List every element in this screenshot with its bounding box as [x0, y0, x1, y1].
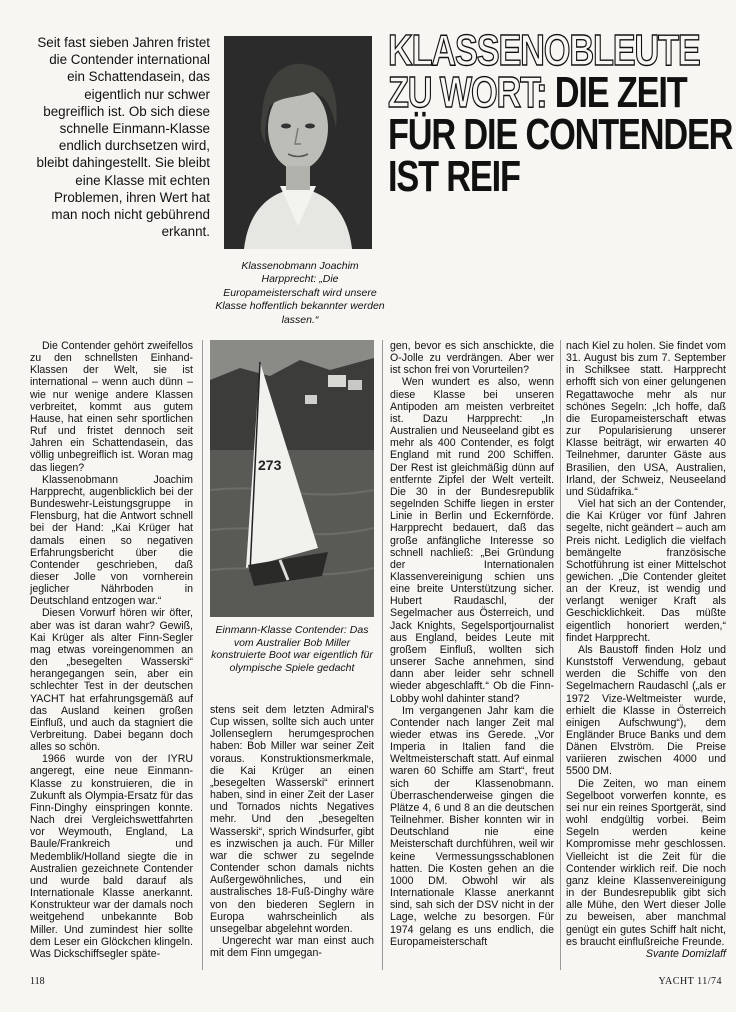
headline — [388, 26, 733, 201]
boat-photo-caption: Einmann-Klasse Contender: Das vom Australier Bob Miller konstruierte Boot war eigentlich für olympische Spiele gedacht — [211, 624, 373, 674]
column-1 — [30, 340, 193, 960]
boat-photo — [210, 340, 374, 617]
paragraph: Die Zeiten, wo man einem Segelboot vorwerfen konnte, es sei nur ein reines Sportgerät, sind wohl endgültig vorbei. Beim Segeln werden keine Kompromisse mehr geschlossen. Vielleicht ist die Zeit für die Contender wirklich reif. Die noch ganz kleine Klassenvereinigung in der Bundesrepublik gibt sich alle Mühe, den Wert dieser Jolle zu beweisen, aber manchmal genügt ein gutes Schiff halt nicht, es braucht einflußreiche Freunde. — [566, 777, 726, 948]
headline-line-4: IST REIF — [388, 152, 520, 201]
portrait-photo — [224, 36, 372, 249]
column-4 — [566, 340, 726, 960]
headline-line-1: KLASSENOBLEUTE — [388, 26, 700, 75]
paragraph: Diesen Vorwurf hören wir öfter, aber was ist daran wahr? Gewiß, Kai Krüger als alter Finn-Segler mag etwas voreingenommen an den „besegelten Wasserski“ herangegangen sein, aber ein schlechter Test in der deutschen YACHT hat erfahrungsgemäß auf das Ausland keinen großen Einfluß, und auch da stagniert die Verbreitung. Dabei begann doch alles so schön. — [30, 607, 193, 754]
headline-line-2-solid: DIE ZEIT — [546, 68, 687, 117]
article-body — [30, 340, 726, 980]
paragraph: Klassenobmann Joachim Harpprecht, augenblicklich bei der Bundeswehr-Leistungsgruppe in Flensburg, hat die Antwort schnell bei der Hand: „Kai Krüger hat damals einen so negativen Erfahrungsbericht über die Contender geschrieben, daß dieser Jolle von vornherein jeglicher Nährboden in Deutschland entzogen war.“ — [30, 473, 193, 608]
column-2 — [210, 704, 374, 959]
headline-line-2 — [388, 68, 687, 117]
sail-number: 273 — [258, 457, 282, 473]
paragraph: nach Kiel zu holen. Sie findet vom 31. August bis zum 7. September in Schilksee statt. Harpprecht erhofft sich von einer gelungenen Regattawoche mehr als nur schönes Segeln: „Ich hoffe, daß die Europameisterschaft etwas zur Popularisierung unserer Klasse beiträgt, wir erwarten 40 Teilnehmer, darunter Gäste aus Brasilien, den USA, Australien, Irland, der Schweiz, Neuseeland und Südafrika.“ — [566, 340, 726, 498]
paragraph: Wen wundert es also, wenn diese Klasse bei unseren Antipoden am meisten verbreitet ist. Dazu Harpprecht: „In Australien und Neuseeland gibt es mehr als 400 Contender, es folgt England mit rund 200 Schiffen. Der Rest ist gleichmäßig dünn auf entfernte Zipfel der Welt verteilt. Die 30 in der Bundesrepublik segelnden Schiffe liegen in erster Linie in Berlin und Eckernförde. Harpprecht bedauert, daß das große anfängliche Interesse so schnell nachließ: „Bei Gründung der Internationalen Klassenvereinigung schien uns eine breite Unterstützung sicher. Hubert Raudaschl, der Segelmacher aus Österreich, und Jack Knights, Segelsportjournalist aus England, beides Leute mit großem Einfluß, wollten sich unserer Sache annehmen, sind dann aber leider sehr schnell wieder abgeschlafft.“ Ob die Finn-Lobby wohl dahinter stand? — [390, 376, 554, 705]
page-number: 118 — [30, 976, 45, 987]
paragraph: Die Contender gehört zweifellos zu den schnellsten Einhand-Klassen der Welt, sie ist international – wenn auch dünn – wie nur wenige andere Klassen verbreitet, kommt aus gutem Hause, hat einen sehr sportlichen Ruf und fristet dennoch seit Jahren ein Schattendasein, das völlig unbegreiflich ist. Woran mag das liegen? — [30, 340, 193, 474]
paragraph: Viel hat sich an der Contender, die Kai Krüger vor fünf Jahren segelte, nicht geändert – auch am Preis nicht. Lediglich die vielfach bemängelte französische Schotführung ist einer Mittelschot gewichen. „Die Contender gleitet an der Kreuz, ist wendig und verlangt weniger Kraft als Geschicklichkeit. Das müßte eigentlich honoriert werden,“ findet Harpprecht. — [566, 498, 726, 644]
magazine-issue: YACHT 11/74 — [658, 976, 722, 987]
paragraph: stens seit dem letzten Admiral's Cup wissen, sollte sich auch unter Jollenseglern herumgesprochen haben: Bob Miller war seiner Zeit voraus. Konstruktionsmerkmale, die Kai Krüger an einen „besegelten Wasserski“ erinnert haben, sind in einer Zeit der Laser und Tornados nichts Negatives mehr. Und den „besegelten Wasserski“, sprich Windsurfer, gibt es inzwischen ja auch. Für Miller war die schwer zu segelnde Contender schon damals nichts Außergewöhnliches, und ein australisches 18-Fuß-Dinghy wäre von den biederen Seglern in Europa wahrscheinlich als unsegelbar abgelehnt worden. — [210, 704, 374, 935]
paragraph: gen, bevor es sich anschickte, die O-Jolle zu verdrängen. Aber wer ist schon frei von Vorurteilen? — [390, 340, 554, 377]
paragraph: Als Baustoff finden Holz und Kunststoff Verwendung, gebaut werden die Schiffe von den Segelmachern Raudaschl („als er 1972 Vize-Weltmeister wurde, erhielt die Klasse in Österreich einigen Aufschwung“), dem Engländer Bruce Banks und dem Dänen Elvström. Die Preise variieren zwischen 4000 und 5500 DM. — [566, 643, 726, 778]
column-divider — [202, 340, 203, 970]
portrait-caption: Klassenobmann Joachim Harpprecht: „Die Europameisterschaft wird unsere Klasse hoffentlich bekannter werden lassen.“ — [215, 260, 385, 326]
intro-paragraph: Seit fast sieben Jahren fristet die Contender international ein Schattendasein, das eigentlich nur schwer begreiflich ist. Ob sich diese schnelle Einmann-Klasse endlich durchsetzen wird, bleibt dahingestellt. Sie bleibt eine Klasse mit echten Problemen, ihren Wert hat man noch nicht gebührend erkannt. — [36, 35, 210, 240]
paragraph: Ungerecht war man einst auch mit dem Finn umgegan- — [210, 934, 374, 960]
column-divider — [382, 340, 383, 970]
headline-line-3: FÜR DIE CONTENDER — [388, 110, 733, 159]
author-byline: Svante Domizlaff — [645, 947, 726, 960]
paragraph: Im vergangenen Jahr kam die Contender nach langer Zeit mal wieder etwas ins Gerede. „Vor Imperia in Italien fand die Weltmeisterschaft statt. Auf einmal waren 60 Schiffe am Start“, freut sich der Klassenobmann. Überraschenderweise gingen die Plätze 4, 6 und 8 an die deutschen Teilnehmer. Bisher konnten wir in Deutschland nie eine Meisterschaft durchführen, weil wir keine Vermessungsschablonen hatten. Die Kosten gehen an die 1000 DM. Obwohl wir als Internationale Klasse anerkannt sind, sah sich der DSV nicht in der Lage, welche zu besorgen. Für 1974 gelang es uns endlich, die Europameisterschaft — [390, 704, 554, 948]
paragraph: 1966 wurde von der IYRU angeregt, eine neue Einmann-Klasse zu konstruieren, die in Zukunft als Olympia-Ersatz für das Finn-Dinghy einspringen konnte. Nach drei Vergleichswettfahrten vor Weymouth, England, La Baule/Frankreich und Medemblik/Holland siegte die in Australien gezeichnete Contender und wurde bald darauf als Internationale Klasse anerkannt. Konstrukteur war der damals noch weitgehend unbekannte Bob Miller. Und zumindest hier sollte dem Leser ein Glöckchen klingeln. Was Dickschiffsegler späte- — [30, 753, 193, 960]
headline-line-2-outline: ZU WORT: — [388, 68, 547, 117]
column-3 — [390, 340, 554, 948]
column-divider — [560, 340, 561, 970]
intro-text — [30, 34, 210, 240]
